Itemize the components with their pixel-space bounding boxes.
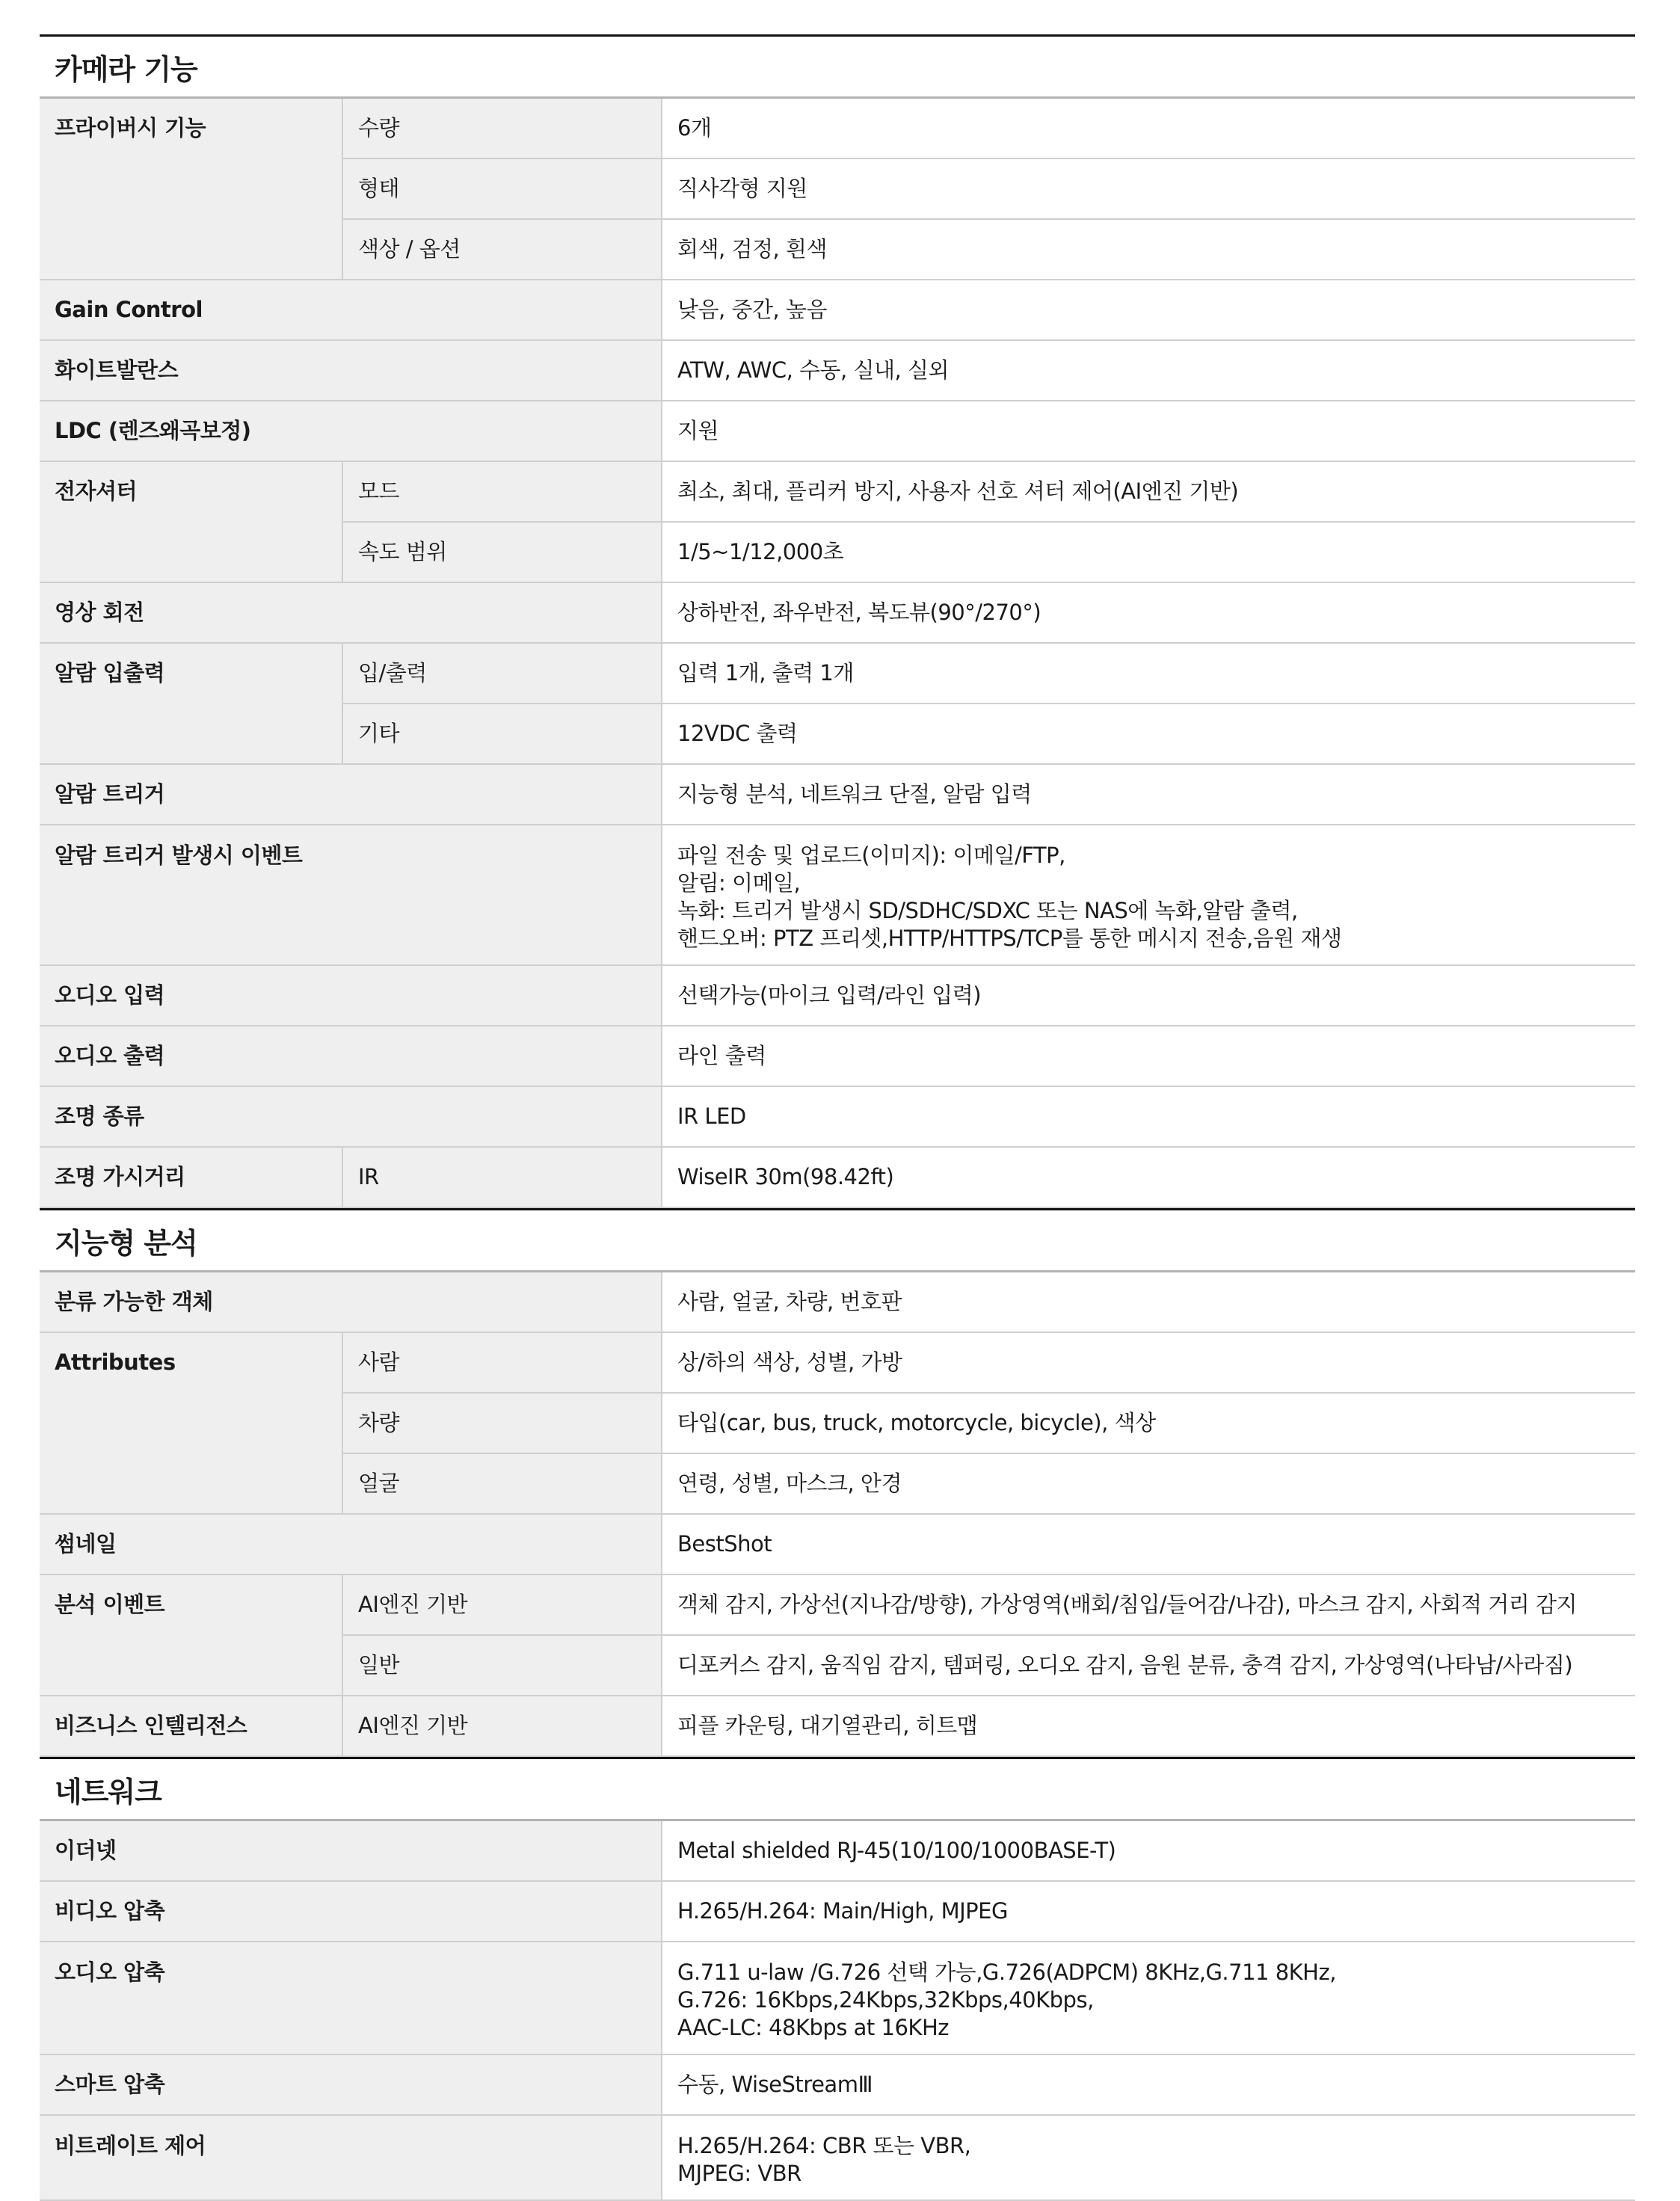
spec-subkey: 수량 bbox=[342, 99, 662, 158]
spec-row bbox=[40, 965, 1635, 1026]
spec-row bbox=[40, 99, 1635, 158]
spec-value: 선택가능(마이크 입력/라인 입력) bbox=[662, 965, 1635, 1026]
spec-value: 디포커스 감지, 움직임 감지, 템퍼링, 오디오 감지, 음원 분류, 충격 감지, 가상영역(나타남/사라짐) bbox=[662, 1635, 1635, 1696]
spec-row bbox=[40, 1574, 1635, 1635]
spec-value: 사람, 얼굴, 차량, 번호판 bbox=[662, 1272, 1635, 1332]
spec-value: 수동, WiseStreamⅢ bbox=[662, 2054, 1635, 2115]
spec-table-network bbox=[40, 1821, 1635, 2201]
spec-subkey: 모드 bbox=[342, 461, 662, 522]
spec-value: 낮음, 중간, 높음 bbox=[662, 280, 1635, 340]
spec-key: 조명 가시거리 bbox=[40, 1147, 342, 1207]
spec-row bbox=[40, 280, 1635, 340]
spec-key: 영상 회전 bbox=[40, 582, 662, 643]
spec-row bbox=[40, 1332, 1635, 1393]
spec-value: 파일 전송 및 업로드(이미지): 이메일/FTP, 알림: 이메일, 녹화: 트리거 발생시 SD/SDHC/SDXC 또는 NAS에 녹화,알람 출력, 핸드오버: PTZ 프리셋,HTTP/HTTPS/TCP를 통한 메시지 전송,음원 재생 bbox=[662, 825, 1635, 965]
spec-key: 비디오 압축 bbox=[40, 1881, 662, 1942]
spec-value: 지능형 분석, 네트워크 단절, 알람 입력 bbox=[662, 764, 1635, 825]
spec-value: IR LED bbox=[662, 1086, 1635, 1147]
spec-key: 오디오 압축 bbox=[40, 1942, 662, 2054]
spec-value: ATW, AWC, 수동, 실내, 실외 bbox=[662, 340, 1635, 401]
spec-key: Attributes bbox=[40, 1332, 342, 1514]
spec-key: 알람 트리거 bbox=[40, 764, 662, 825]
spec-row bbox=[40, 1026, 1635, 1086]
spec-key: Gain Control bbox=[40, 280, 662, 340]
section-title-network: 네트워크 bbox=[40, 1757, 1635, 1821]
spec-key: 조명 종류 bbox=[40, 1086, 662, 1147]
spec-value: H.265/H.264: Main/High, MJPEG bbox=[662, 1881, 1635, 1942]
spec-row bbox=[40, 1147, 1635, 1207]
spec-value: 객체 감지, 가상선(지나감/방향), 가상영역(배회/침입/들어감/나감), 마스크 감지, 사회적 거리 감지 bbox=[662, 1574, 1635, 1635]
spec-subkey: AI엔진 기반 bbox=[342, 1696, 662, 1756]
spec-key: 분석 이벤트 bbox=[40, 1574, 342, 1696]
spec-table-analytics bbox=[40, 1272, 1635, 1757]
spec-value: 6개 bbox=[662, 99, 1635, 158]
spec-key: 비즈니스 인텔리전스 bbox=[40, 1696, 342, 1756]
spec-row bbox=[40, 764, 1635, 825]
spec-row bbox=[40, 2054, 1635, 2115]
spec-value: 입력 1개, 출력 1개 bbox=[662, 643, 1635, 704]
spec-key: 이더넷 bbox=[40, 1821, 662, 1881]
spec-key: 분류 가능한 객체 bbox=[40, 1272, 662, 1332]
spec-subkey: 일반 bbox=[342, 1635, 662, 1696]
spec-value: WiseIR 30m(98.42ft) bbox=[662, 1147, 1635, 1207]
spec-row bbox=[40, 1272, 1635, 1332]
spec-subkey: 입/출력 bbox=[342, 643, 662, 704]
spec-subkey: 속도 범위 bbox=[342, 522, 662, 582]
spec-table-camera bbox=[40, 99, 1635, 1208]
spec-value: 연령, 성별, 마스크, 안경 bbox=[662, 1453, 1635, 1514]
spec-value: 라인 출력 bbox=[662, 1026, 1635, 1086]
spec-row bbox=[40, 2115, 1635, 2200]
spec-key: 썸네일 bbox=[40, 1514, 662, 1574]
spec-key: 오디오 입력 bbox=[40, 965, 662, 1026]
spec-row bbox=[40, 643, 1635, 704]
section-title-camera: 카메라 기능 bbox=[40, 34, 1635, 99]
spec-value: BestShot bbox=[662, 1514, 1635, 1574]
spec-value: Metal shielded RJ-45(10/100/1000BASE-T) bbox=[662, 1821, 1635, 1881]
spec-row bbox=[40, 1086, 1635, 1147]
spec-row bbox=[40, 340, 1635, 401]
spec-row bbox=[40, 1696, 1635, 1756]
spec-key: 전자셔터 bbox=[40, 461, 342, 582]
spec-key: 프라이버시 기능 bbox=[40, 99, 342, 280]
spec-value: 직사각형 지원 bbox=[662, 158, 1635, 219]
spec-subkey: 기타 bbox=[342, 704, 662, 764]
spec-subkey: AI엔진 기반 bbox=[342, 1574, 662, 1635]
spec-row bbox=[40, 825, 1635, 965]
spec-key: 알람 트리거 발생시 이벤트 bbox=[40, 825, 662, 965]
spec-value: 피플 카운팅, 대기열관리, 히트맵 bbox=[662, 1696, 1635, 1756]
spec-subkey: 색상 / 옵션 bbox=[342, 219, 662, 280]
spec-row bbox=[40, 1514, 1635, 1574]
spec-row bbox=[40, 1821, 1635, 1881]
spec-value: 상/하의 색상, 성별, 가방 bbox=[662, 1332, 1635, 1393]
spec-row bbox=[40, 1881, 1635, 1942]
spec-value: 타입(car, bus, truck, motorcycle, bicycle), 색상 bbox=[662, 1393, 1635, 1453]
spec-subkey: 차량 bbox=[342, 1393, 662, 1453]
spec-subkey: 얼굴 bbox=[342, 1453, 662, 1514]
spec-row bbox=[40, 582, 1635, 643]
spec-value: 지원 bbox=[662, 401, 1635, 461]
spec-key: 오디오 출력 bbox=[40, 1026, 662, 1086]
spec-key: 비트레이트 제어 bbox=[40, 2115, 662, 2200]
spec-subkey: IR bbox=[342, 1147, 662, 1207]
spec-key: LDC (렌즈왜곡보정) bbox=[40, 401, 662, 461]
spec-value: G.711 u-law /G.726 선택 가능,G.726(ADPCM) 8KHz,G.711 8KHz, G.726: 16Kbps,24Kbps,32Kbps,40Kbps, AAC-LC: 48Kbps at 16KHz bbox=[662, 1942, 1635, 2054]
spec-key: 알람 입출력 bbox=[40, 643, 342, 764]
spec-value: H.265/H.264: CBR 또는 VBR, MJPEG: VBR bbox=[662, 2115, 1635, 2200]
spec-row bbox=[40, 401, 1635, 461]
spec-key: 화이트발란스 bbox=[40, 340, 662, 401]
spec-value: 12VDC 출력 bbox=[662, 704, 1635, 764]
spec-value: 1/5~1/12,000초 bbox=[662, 522, 1635, 582]
spec-value: 상하반전, 좌우반전, 복도뷰(90°/270°) bbox=[662, 582, 1635, 643]
section-title-analytics: 지능형 분석 bbox=[40, 1208, 1635, 1272]
spec-value: 최소, 최대, 플리커 방지, 사용자 선호 셔터 제어(AI엔진 기반) bbox=[662, 461, 1635, 522]
spec-row bbox=[40, 461, 1635, 522]
spec-value: 회색, 검정, 흰색 bbox=[662, 219, 1635, 280]
spec-subkey: 형태 bbox=[342, 158, 662, 219]
spec-sheet bbox=[40, 34, 1635, 2201]
spec-subkey: 사람 bbox=[342, 1332, 662, 1393]
spec-row bbox=[40, 1942, 1635, 2054]
spec-key: 스마트 압축 bbox=[40, 2054, 662, 2115]
